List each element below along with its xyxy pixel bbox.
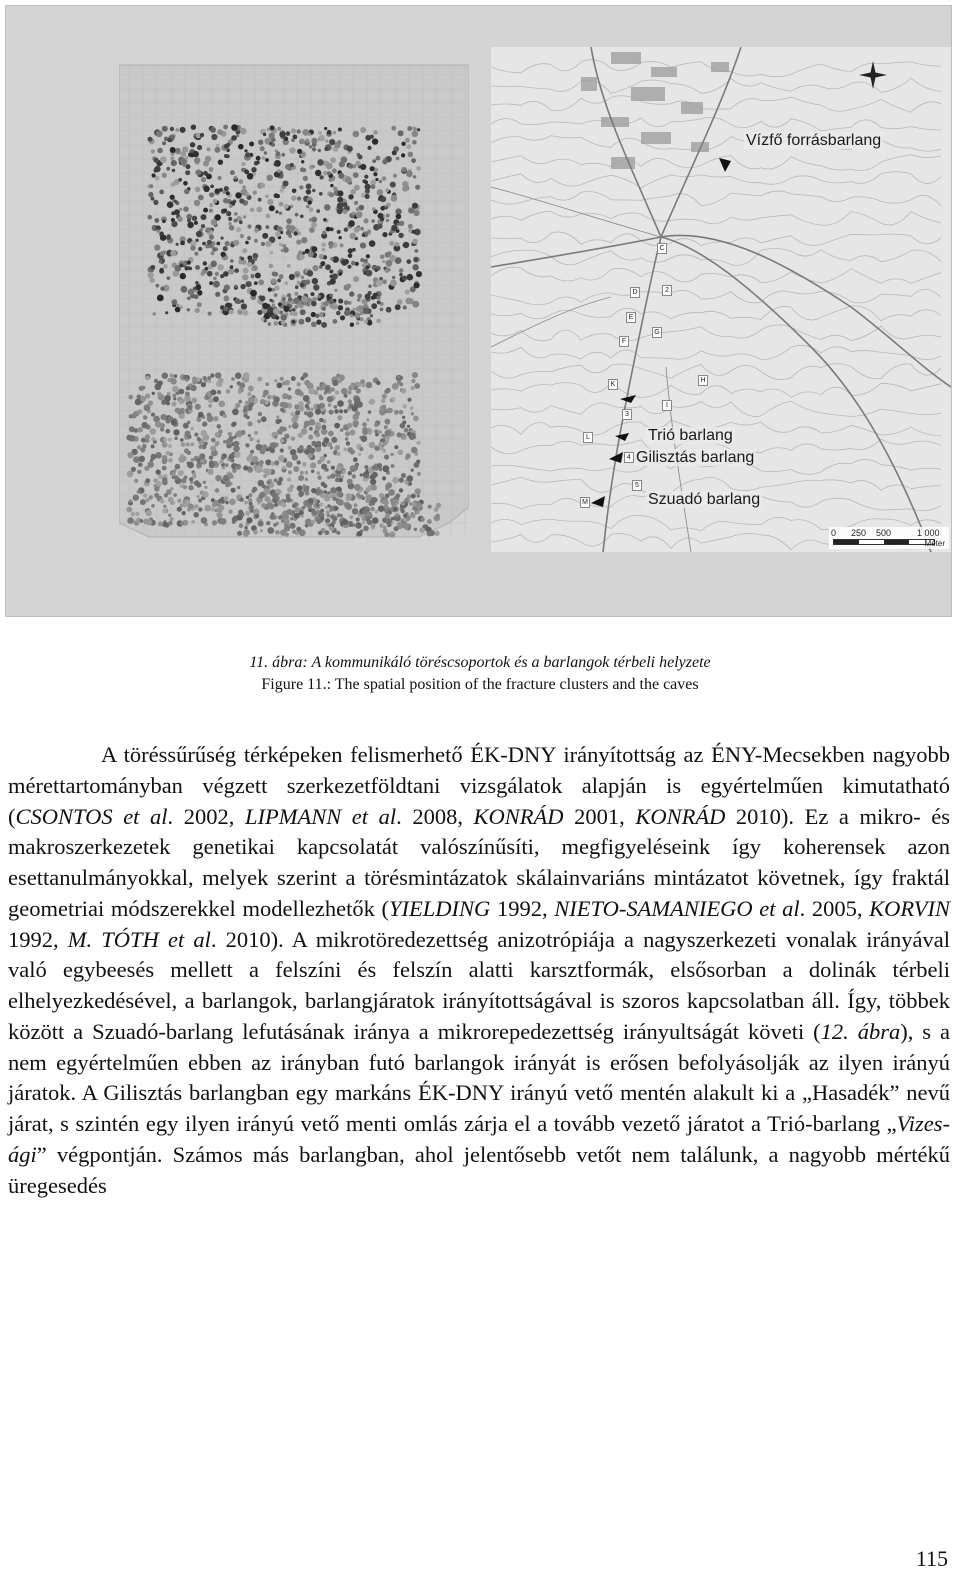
map-point-c: C	[657, 243, 667, 254]
citation: KONRÁD	[635, 803, 726, 829]
topographic-map-graphic	[491, 47, 951, 552]
map-point-k: K	[608, 379, 618, 390]
caption-hu-label: 11. ábra:	[249, 654, 312, 671]
map-point-4: 4	[624, 452, 634, 463]
figure-11	[5, 5, 952, 617]
citation: M. TÓTH et al	[67, 926, 211, 952]
citation: LIPMANN et al	[244, 803, 397, 829]
map-point-m: M	[580, 497, 590, 508]
citation: KONRÁD	[473, 803, 564, 829]
map-point-d: D	[630, 287, 640, 298]
map-point-2: 2	[662, 285, 672, 296]
passage-name: Vizes-ági	[8, 1111, 950, 1167]
map-point-i: I	[662, 400, 672, 411]
map-point-5: 5	[632, 480, 642, 491]
page-number: 115	[915, 1546, 948, 1571]
figure-caption-english	[0, 675, 960, 695]
scale-segments	[833, 539, 935, 545]
label-gilisztas-cave: Gilisztás barlang	[636, 449, 755, 466]
scale-tick-500: 500	[876, 528, 892, 538]
label-trio-cave: Trió barlang	[648, 427, 733, 444]
fracture-cluster-3d-view	[119, 55, 469, 613]
map-point-f: F	[619, 336, 629, 347]
scale-unit: Méter	[924, 539, 945, 548]
map-point-h: H	[698, 375, 708, 386]
map-point-e: E	[626, 312, 636, 323]
citation: NIETO-SAMANIEGO et al	[554, 895, 800, 921]
map-point-l: L	[583, 432, 593, 443]
figure-caption-hungarian	[0, 653, 960, 673]
caption-hu-text: A kommunikáló töréscsoportok és a barlangok térbeli helyzete	[311, 654, 711, 671]
point-cloud-graphic	[119, 55, 469, 613]
map-scale-bar	[829, 527, 949, 549]
figure-reference: 12. ábra	[820, 1018, 901, 1044]
body-paragraph: A töréssűrűség térképeken felismerhető ÉK-DNY irányítottság az ÉNY-Mecsekben nagyobb mérettartományban végzett szerkezetföldtani vizsgálatok alapján is egyértelműen kimutatható (CSONTOS et al. 2002, LIPMANN et al. 2008, KONRÁD 2001, KONRÁD 2010). Ez a mikro- és makroszerkezetek genetikai kapcsolatát valószínűsíti, megfigyeléseink így koherensek azon esettanulmányokkal, melyek szerint a törésmintázatok skálainvariáns mintázatot követnek, így fraktál geometriai módszerekkel modellezhetők (YIELDING 1992, NIETO-SAMANIEGO et al. 2005, KORVIN 1992, M. TÓTH et al. 2010). A mikrotöredezettség anizotrópiája a nagyszerkezeti vonalak irányával való egybeesés mellett a felszíni és felszín alatti karsztformák, elsősorban a dolinák térbeli elhelyezkedésével, a barlangok, barlangjáratok irányítottságával is szoros kapcsolatban áll. Így, többek között a Szuadó-barlang lefutásának iránya a mikrorepedezettség irányultságát követi (12. ábra), s a nem egyértelműen ebben az irányban futó barlangok irányát is erősen befolyásolják az ilyen irányú járatok. A Gilisztás barlangban egy markáns ÉK-DNY irányú vető mentén alakult ki a „Hasadék” nevű járat, s szintén egy ilyen irányú vető menti omlás zárja el a tovább vezető járatot a Trió-barlang „Vizes-ági” végpontján. Számos más barlangban, ahol jelentősebb vetőt nem találunk, a nagyobb mértékű üregesedés	[8, 742, 951, 1198]
citation: KORVIN	[869, 895, 951, 921]
scale-tick-250: 250	[851, 528, 867, 538]
scale-tick-1000: 1 000	[917, 528, 940, 538]
citation: CSONTOS et al	[15, 803, 168, 829]
label-szuado-cave: Szuadó barlang	[648, 491, 761, 508]
scale-tick-0: 0	[831, 528, 837, 538]
map-point-g: G	[652, 327, 662, 338]
citation: YIELDING	[389, 895, 491, 921]
caption-en-text: Figure 11.: The spatial position of the fracture clusters and the caves	[261, 676, 699, 693]
cave-location-map	[491, 47, 951, 552]
map-point-3: 3	[622, 409, 632, 420]
label-vizfo-cave: Vízfő forrásbarlang	[746, 132, 882, 149]
